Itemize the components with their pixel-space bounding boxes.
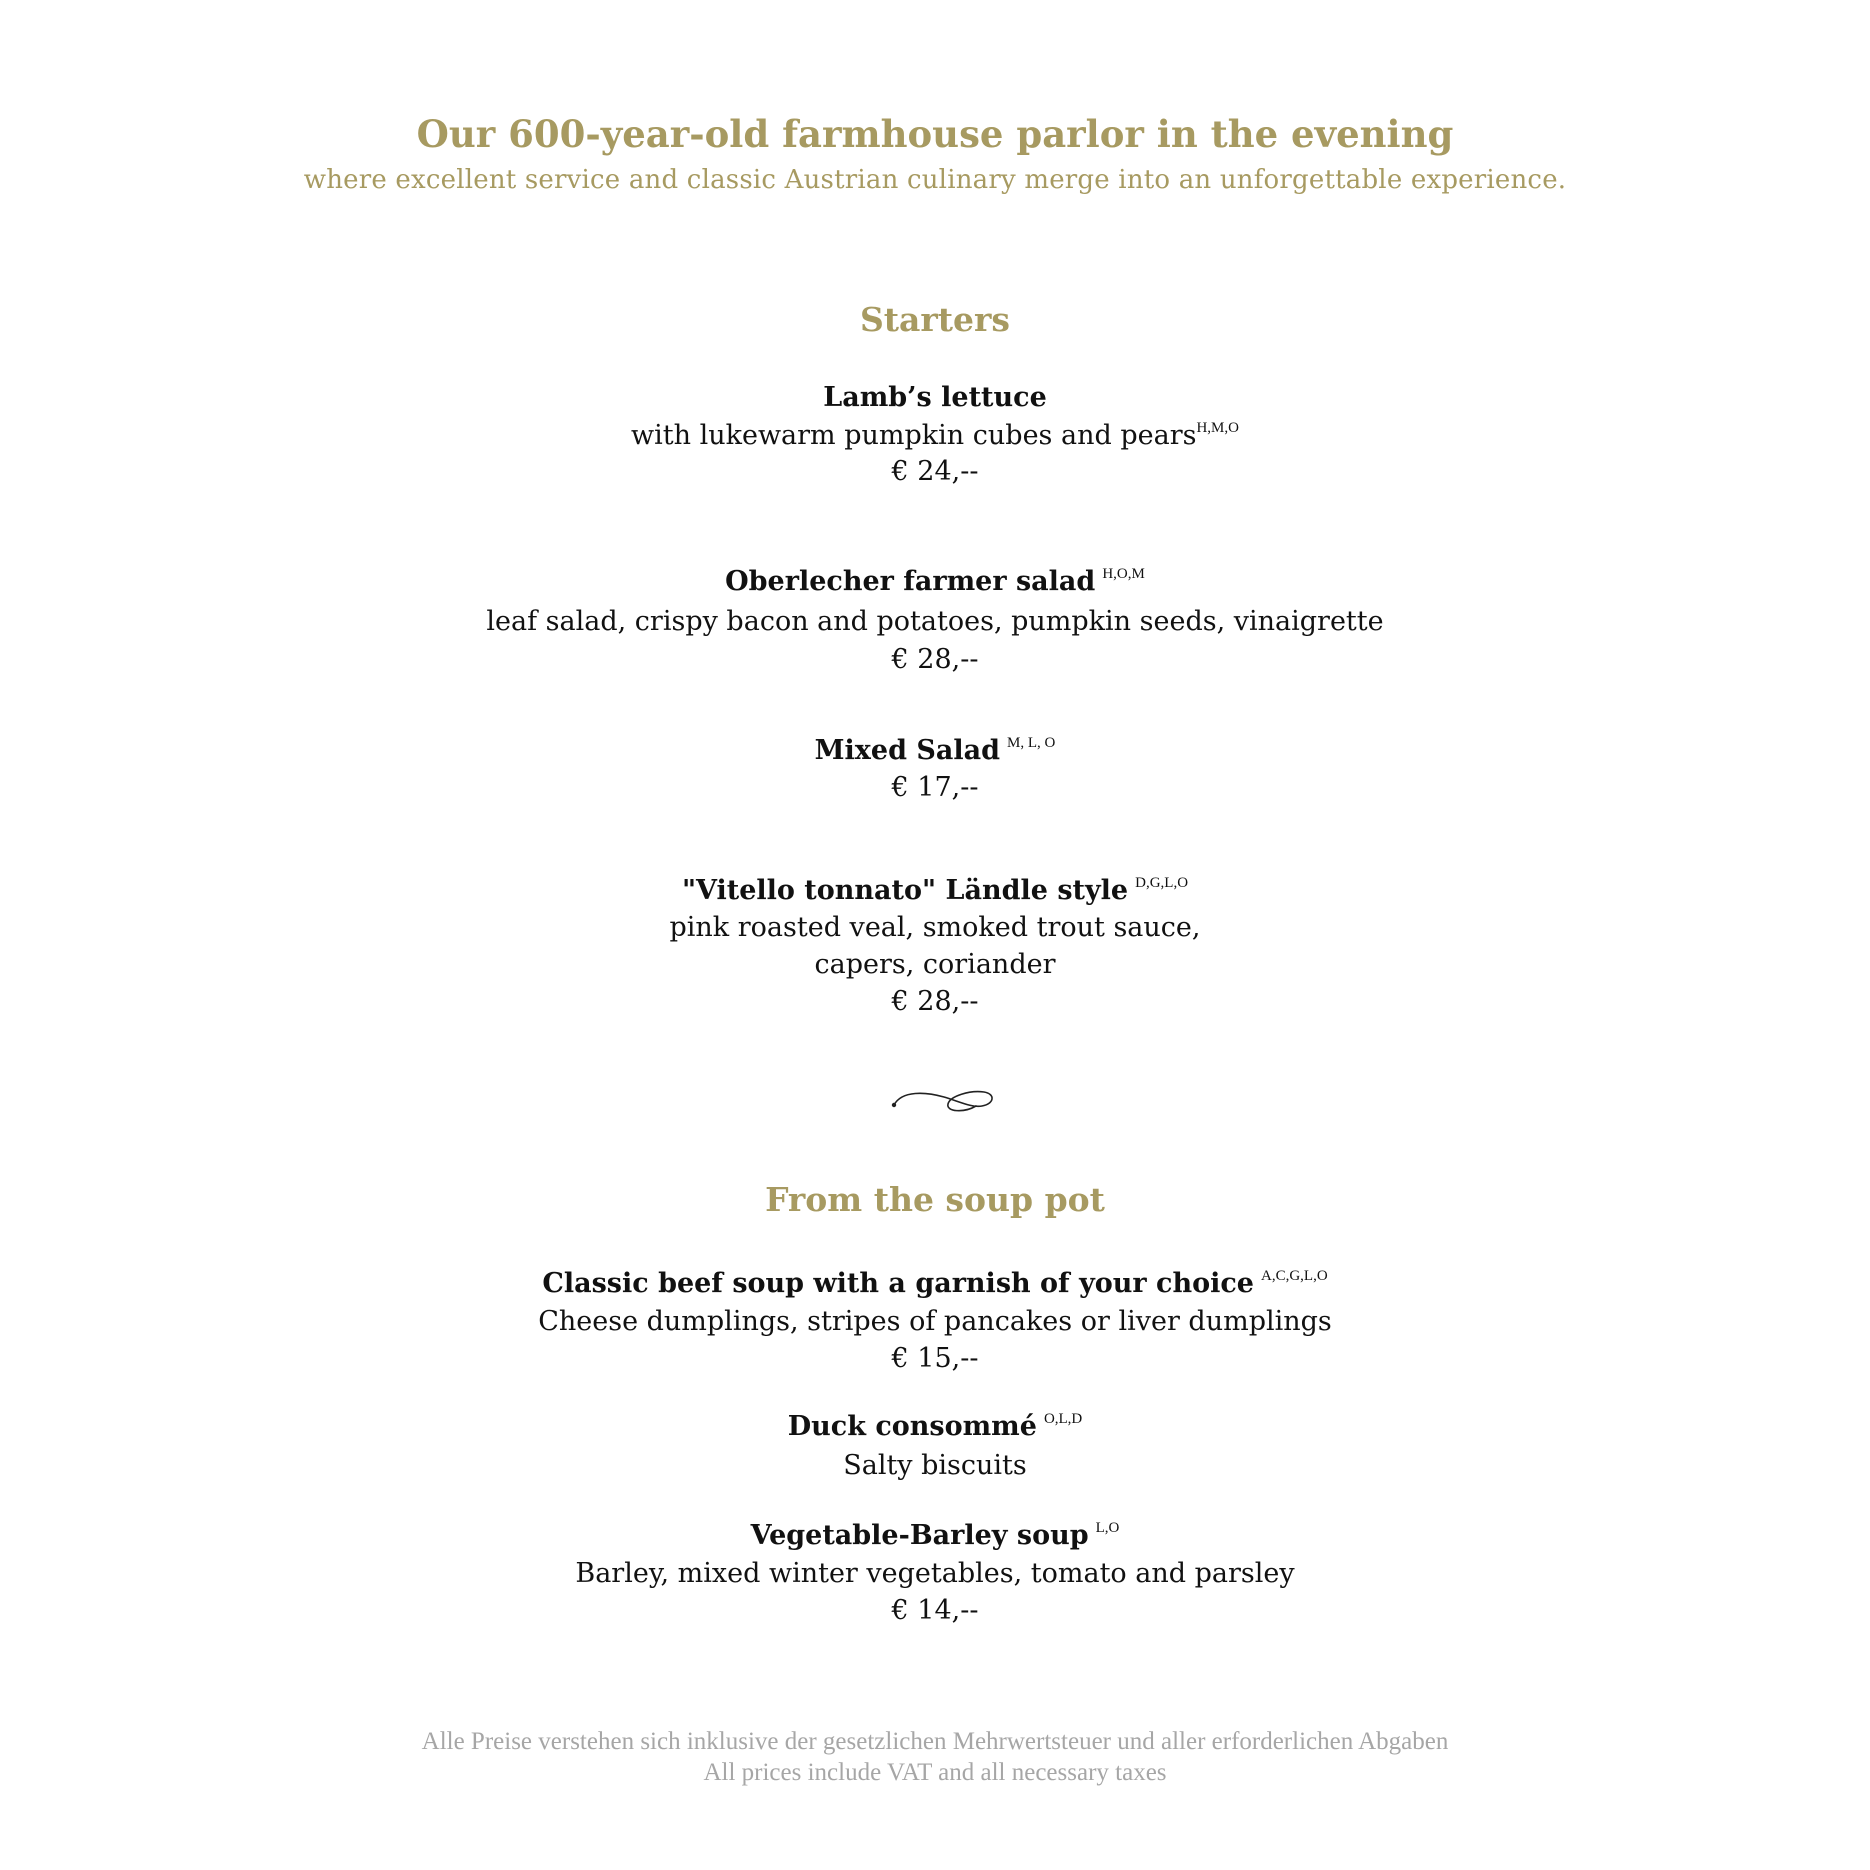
dish-description: Cheese dumplings, stripes of pancakes or liver dumplings [538, 1306, 1332, 1337]
dish-name: Lamb’s lettuce [823, 382, 1047, 413]
dish-name: "Vitello tonnato" Ländle style [681, 875, 1129, 906]
dish-name: Oberlecher farmer salad [725, 566, 1096, 597]
footer-vat-note-en: All prices include VAT and all necessary taxes [703, 1759, 1167, 1786]
dish-name: Mixed Salad [814, 735, 1000, 766]
dish-description-line: capers, coriander [814, 949, 1056, 980]
dish-title [0, 1520, 1870, 1551]
dish-title [0, 875, 1870, 906]
dish-price: € 28,-- [891, 986, 979, 1017]
dish-description: Barley, mixed winter vegetables, tomato and parsley [575, 1558, 1295, 1589]
dish-price: € 17,-- [891, 772, 979, 803]
dish-description: leaf salad, crispy bacon and potatoes, pumpkin seeds, vinaigrette [486, 606, 1384, 637]
flourish-icon [888, 1080, 998, 1120]
allergen-codes: L,O [1095, 1520, 1120, 1536]
allergen-codes: M, L, O [1006, 735, 1056, 751]
section-heading-soups: From the soup pot [765, 1180, 1105, 1219]
page-title: Our 600-year-old farmhouse parlor in the evening [416, 112, 1454, 156]
dish-price: € 14,-- [891, 1595, 979, 1626]
page-subtitle: where excellent service and classic Austrian culinary merge into an unforgettable experience. [303, 165, 1567, 195]
dish-description: Salty biscuits [843, 1450, 1027, 1481]
footer-vat-note-de: Alle Preise verstehen sich inklusive der gesetzlichen Mehrwertsteuer und aller erforderlichen Abgaben [421, 1728, 1449, 1755]
allergen-codes: H,M,O [1196, 420, 1239, 436]
dish-title [0, 1268, 1870, 1299]
allergen-codes: D,G,L,O [1135, 875, 1189, 891]
allergen-codes: O,L,D [1043, 1411, 1083, 1427]
dish-name: Classic beef soup with a garnish of your choice [542, 1268, 1254, 1299]
dish-price: € 24,-- [891, 456, 979, 487]
allergen-codes: A,C,G,L,O [1260, 1268, 1328, 1284]
dish-price: € 15,-- [891, 1343, 979, 1374]
section-heading-starters: Starters [859, 300, 1011, 339]
dish-title [0, 566, 1870, 597]
dish-description: with lukewarm pumpkin cubes and pears$^{H,M,O}$ [631, 420, 1239, 451]
dish-name: Duck consommé [787, 1411, 1037, 1442]
dish-price: € 28,-- [891, 644, 979, 675]
dish-title [0, 1411, 1870, 1442]
dish-name: Vegetable-Barley soup [750, 1520, 1089, 1551]
dish-title [0, 735, 1870, 766]
dish-description-line: pink roasted veal, smoked trout sauce, [669, 912, 1201, 943]
allergen-codes: H,O,M [1102, 566, 1145, 582]
